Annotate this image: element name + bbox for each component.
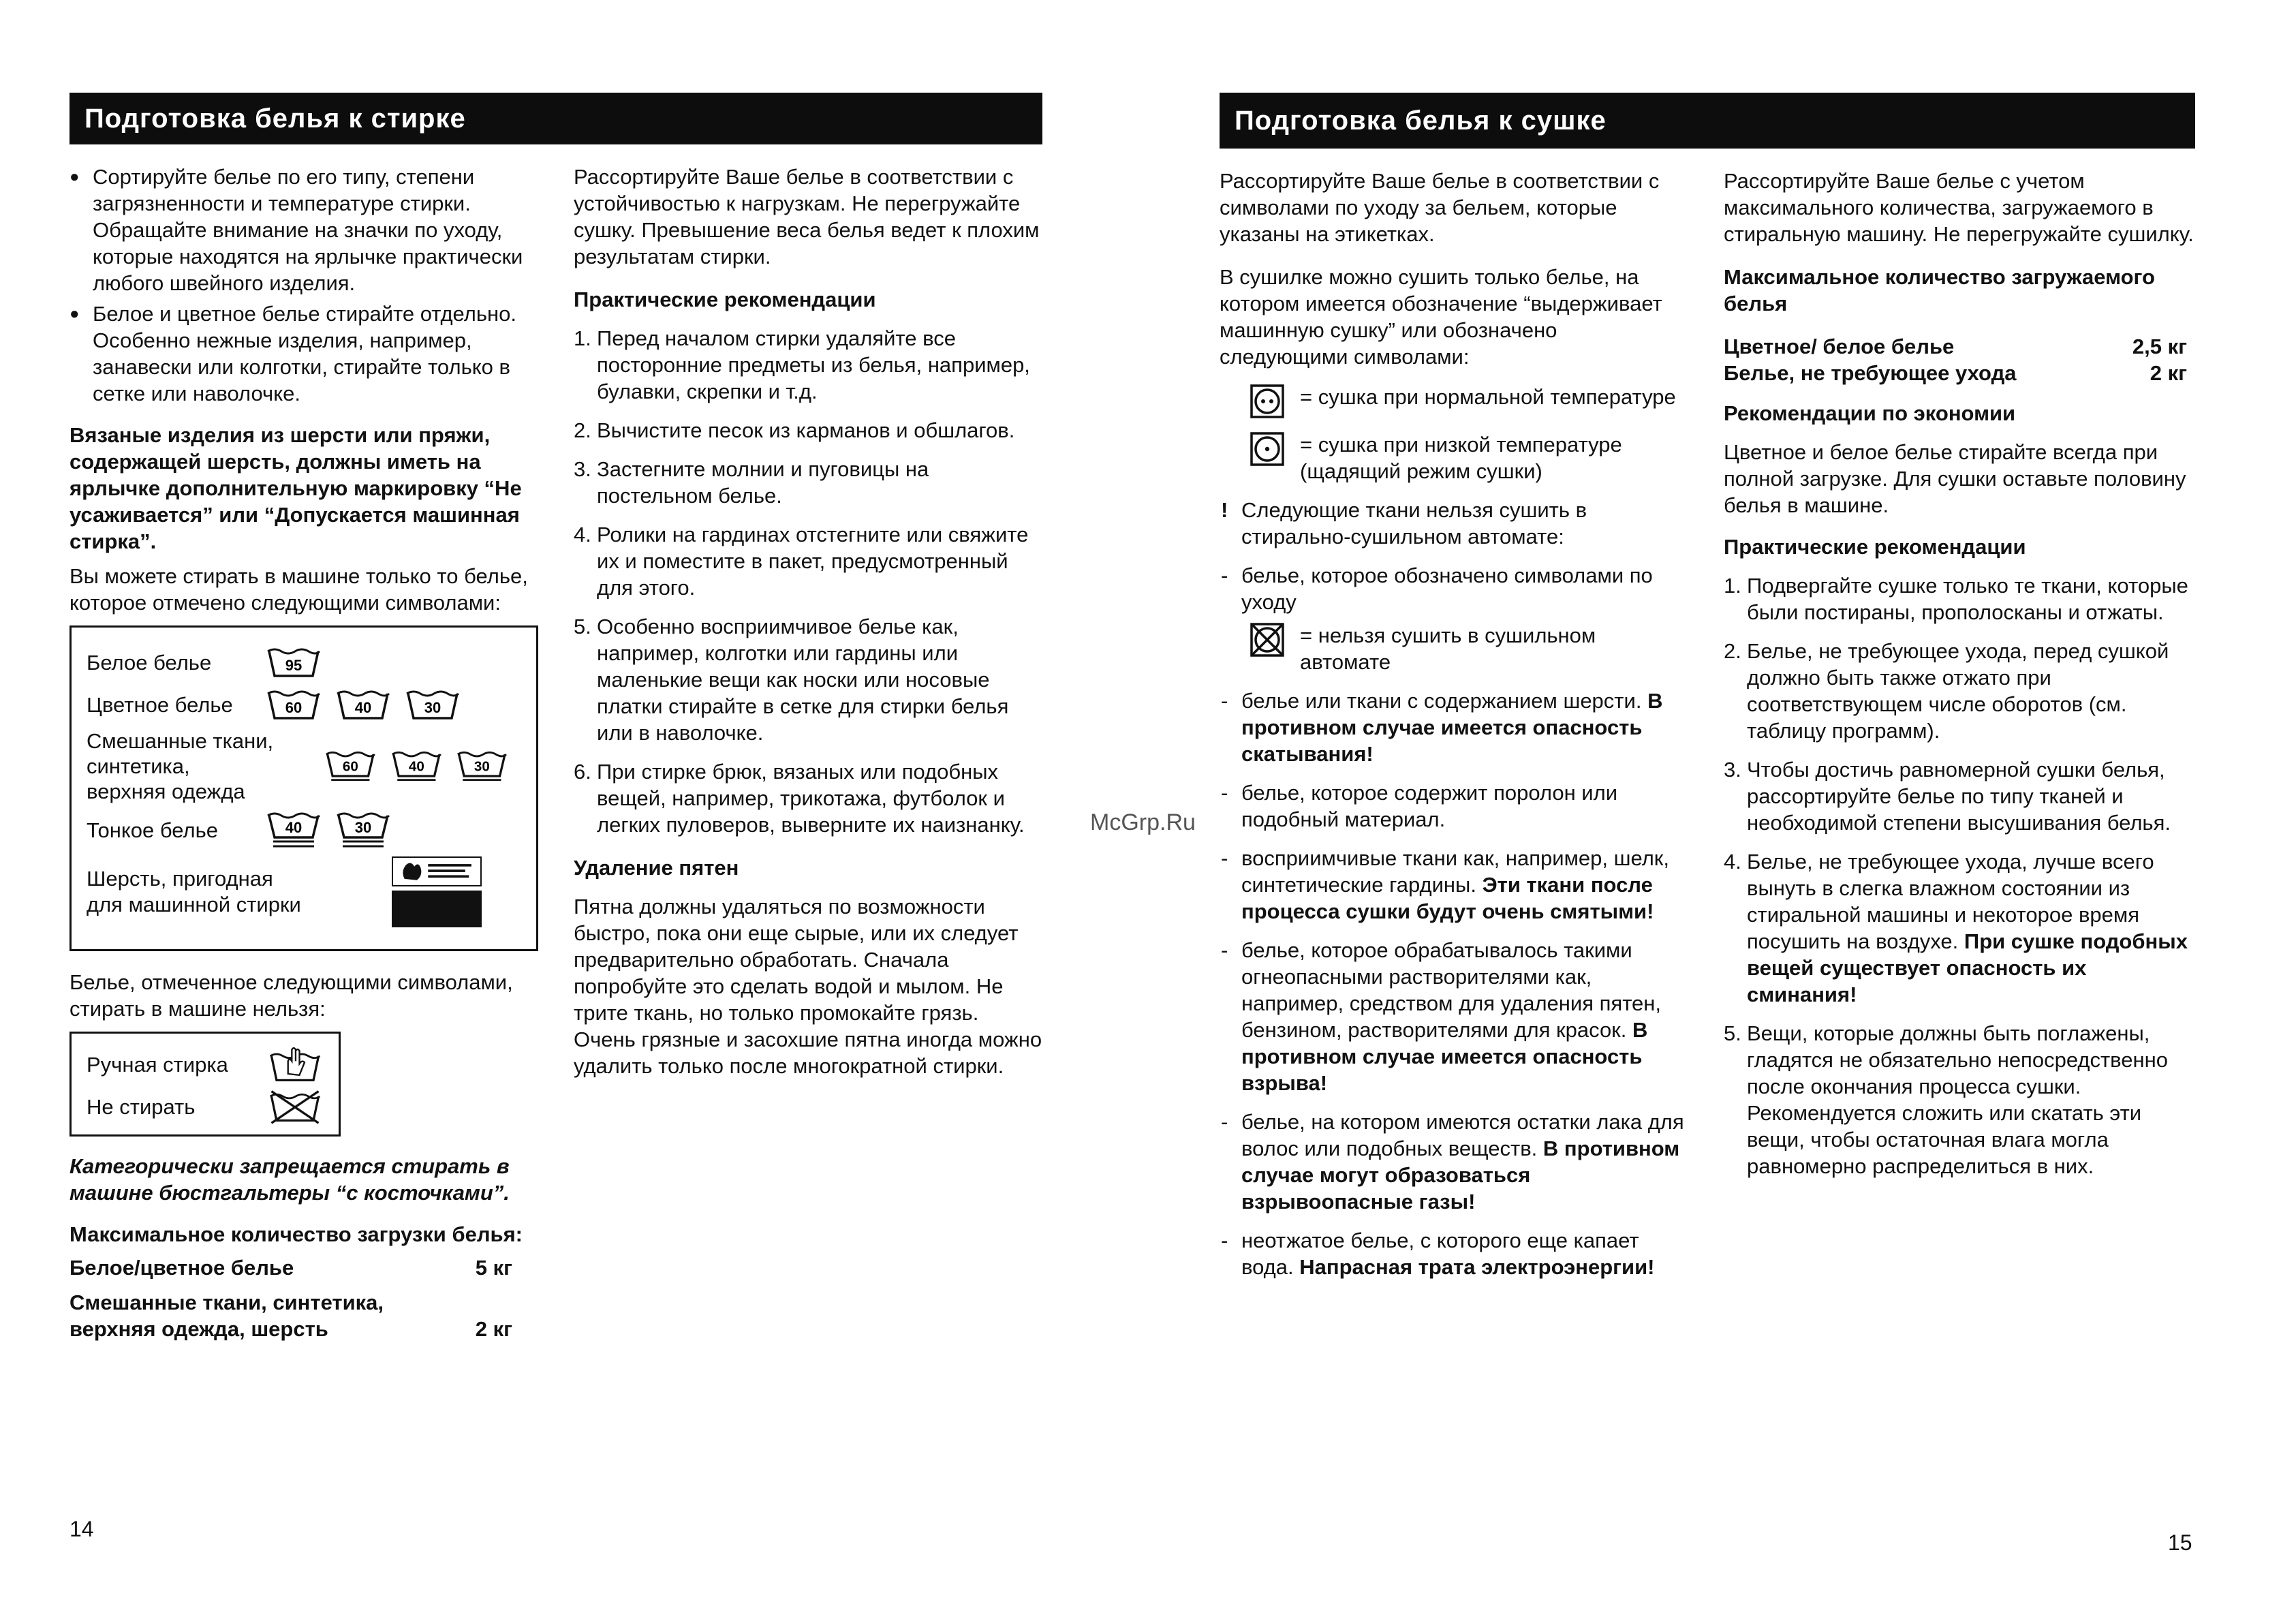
list-item: - белье, которое обрабатывалось такими огнеопасными растворителями как, например, средством для удаления пятен, бензином, растворителями для красок. В противном случае имеется опасность взрыва! [1220, 937, 1690, 1096]
wash-tub-icon [335, 688, 392, 721]
svg-text:30: 30 [354, 819, 372, 836]
row-wool [87, 854, 521, 930]
left-column-2 [574, 164, 1044, 1092]
dryer-intro: В сушилке можно сушить только белье, на котором имеется обозначение “выдерживает машинную сушку” или обозначено следующими символами: [1220, 265, 1662, 369]
tumble-dry-normal-icon [1250, 384, 1285, 419]
symbols-intro: Вы можете стирать в машине только то белье, которое отмечено следующими символами: [69, 564, 528, 615]
dry-warning: ! Следующие ткани нельзя сушить в стирально-сушильном автомате: [1221, 498, 1587, 548]
load-white-row [69, 1254, 512, 1281]
load-white-value: 5 кг [475, 1256, 512, 1280]
practical-heading: Практические рекомендации [574, 288, 876, 311]
wash-tub-icon [265, 646, 322, 679]
sorting-intro: Рассортируйте Ваше белье в соответствии с устойчивостью к нагрузкам. Не перегружайте сушку. Превышение веса белья ведет к плохим результатам стирки. [574, 165, 1040, 268]
bra-warning: Категорически запрещается стирать в машине бюстгальтеры “с косточками”. [69, 1154, 510, 1205]
svg-text:30: 30 [424, 699, 441, 716]
right-page-header: Подготовка белья к сушке [1220, 93, 2195, 149]
dry-load-row-1 [1724, 333, 2187, 360]
label-white: Белое белье [87, 650, 212, 675]
wash-tub-icon [404, 688, 461, 721]
svg-text:40: 40 [285, 819, 302, 836]
dry-load-value-1: 2,5 кг [2132, 335, 2187, 358]
dry-load-label-2: Белье, не требующее ухода [1724, 361, 2017, 385]
label-mixed: Смешанные ткани, синтетика, верхняя одежда [87, 728, 274, 803]
not-machine-intro: Белье, отмеченное следующими символами, стирать в машине нельзя: [69, 970, 513, 1021]
list-item: 3. Чтобы достичь равномерной сушки белья, рассортируйте белье по типу тканей и необходимой степени высушивания белья. [1724, 758, 2171, 835]
svg-text:60: 60 [285, 699, 302, 716]
list-item: 1. Перед началом стирки удаляйте все посторонние предметы из белья, например, булавки, скрепки и т.д. [574, 326, 1030, 403]
load-mixed-label-1: Смешанные ткани, синтетика, [69, 1290, 384, 1314]
list-item: 2. Белье, не требующее ухода, перед сушкой должно быть также отжато при соответствующем числе оборотов (см. таблицу программ). [1724, 639, 2169, 743]
bullet-item: ● Сортируйте белье по его типу, степени загрязненности и температуре стирки. Обращайте внимание на значки по уходу, которые находятся на ярлычке практически любого швейного изделия. [69, 164, 538, 296]
svg-text:30: 30 [474, 758, 491, 775]
label-hand-wash: Ручная стирка [87, 1052, 228, 1077]
dry-normal-text: = сушка при нормальной температуре [1300, 385, 1676, 409]
row-delicate [87, 806, 521, 854]
tumble-dry-low-icon [1250, 431, 1285, 467]
dry-load-row-2 [1724, 360, 2187, 386]
bullet-item: ● Белое и цветное белье стирайте отдельно. Особенно нежные изделия, например, занавески или колготки, стирайте только в сетке или наволочке. [69, 300, 538, 407]
list-item: 3. Застегните молнии и пуговицы на постельном белье. [574, 457, 929, 508]
wash-tub-icon [390, 748, 444, 784]
list-item: 5. Особенно восприимчивое белье как, например, колготки или гардины или маленькие вещи как носки или носовые платки стирайте в сетке для стирки белья или в наволочке. [574, 615, 1009, 745]
dry-load-label-1: Цветное/ белое белье [1724, 335, 1955, 358]
list-item: - белье, которое обозначено символами по уходу [1220, 562, 1690, 615]
left-page-header: Подготовка белья к стирке [69, 93, 1042, 144]
woolmark-logo-icon [392, 856, 482, 927]
list-item: - восприимчивые ткани как, например, шелк, синтетические гардины. Эти ткани после процесса сушки будут очень смятыми! [1220, 845, 1690, 925]
dry-load-value-2: 2 кг [2150, 361, 2187, 385]
stains-text: Пятна должны удаляться по возможности быстро, пока они еще сырые, или их следует предварительно обработать. Сначала попробуйте это сделать водой и мылом. Не трите ткань, но только промокайте грязь. [574, 895, 1019, 1025]
list-item: 6. При стирке брюк, вязаных или подобных вещей, например, трикотажа, футболок и легких пуловеров, выверните их наизнанку. [574, 760, 1025, 837]
label-wool: Шерсть, пригодная для машинной стирки [87, 867, 301, 916]
max-load-heading: Максимальное количество загрузки белья: [69, 1222, 523, 1246]
warning-icon: ! [1221, 498, 1228, 522]
list-item: - неотжатое белье, с которого еще капает вода. Напрасная трата электроэнергии! [1220, 1227, 1690, 1280]
stains-text-2: Очень грязные и засохшие пятна иногда можно удалить только после многократной стирки. [574, 1027, 1042, 1078]
row-no-wash [87, 1085, 324, 1128]
load-mixed-value: 2 кг [475, 1317, 512, 1341]
row-white [87, 641, 521, 683]
wash-tub-icon [265, 688, 322, 721]
no-dry-row [1220, 622, 1690, 675]
no-wash-icon [266, 1087, 324, 1126]
right-column-2 [1724, 168, 2195, 1192]
wash-tub-icon [324, 748, 377, 784]
list-item: 5. Вещи, которые должны быть поглажены, гладятся не обязательно непосредственно после окончания процесса сушки. Рекомендуется сложить или скатать эти вещи, чтобы остаточная влага могла равномерно распределиться в них. [1724, 1021, 2169, 1178]
page-number-right: 15 [2168, 1530, 2192, 1555]
wool-notice: Вязаные изделия из шерсти или пряжи, содержащей шерсть, должны иметь на ярлычке дополнительную маркировку “Не усаживается” или “Допускается машинная стирка”. [69, 423, 522, 553]
wash-tub-icon [335, 810, 392, 850]
row-hand-wash [87, 1043, 324, 1085]
dry-low-text: = сушка при низкой температуре (щадящий режим сушки) [1300, 433, 1622, 483]
economy-heading: Рекомендации по экономии [1724, 401, 2016, 425]
wash-tub-icon [455, 748, 509, 784]
label-colored: Цветное белье [87, 692, 233, 717]
list-item: - белье или ткани с содержанием шерсти. В противном случае имеется опасность скатывания! [1220, 687, 1690, 767]
list-item: - белье, которое содержит поролон или подобный материал. [1220, 779, 1690, 833]
svg-text:60: 60 [342, 758, 358, 775]
watermark: McGrp.Ru [1090, 809, 1196, 835]
no-dry-text: = нельзя сушить в сушильном автомате [1300, 623, 1596, 674]
list-item: - белье, на котором имеются остатки лака для волос или подобных веществ. В противном случае могут образоваться взрывоопасные газы! [1220, 1109, 1690, 1215]
label-no-wash: Не стирать [87, 1094, 196, 1119]
list-item: 1. Подвергайте сушке только те ткани, которые были постираны, прополосканы и отжаты. [1724, 574, 2188, 624]
row-mixed [87, 726, 521, 806]
hand-wash-icon [266, 1043, 324, 1085]
no-tumble-dry-icon [1250, 622, 1285, 658]
max-dry-heading: Максимальное количество загружаемого белья [1724, 265, 2155, 315]
dry-load-intro: Рассортируйте Ваше белье с учетом максимального количества, загружаемого в стиральную машину. Не перегружайте сушилку. [1724, 169, 2194, 246]
list-item: 4. Ролики на гардинах отстегните или свяжите их и поместите в пакет, предусмотренный для этого. [574, 523, 1029, 600]
svg-text:40: 40 [354, 699, 372, 716]
dry-low-row [1220, 431, 1690, 484]
dry-normal-row [1220, 384, 1690, 419]
left-column-1 [69, 164, 538, 1342]
label-delicate: Тонкое белье [87, 818, 218, 842]
page-number-left: 14 [69, 1517, 94, 1541]
list-item: 2. Вычистите песок из карманов и обшлагов. [574, 418, 1015, 442]
right-column-1 [1220, 168, 1690, 1293]
dry-sorting-intro: Рассортируйте Ваше белье в соответствии с символами по уходу за бельем, которые указаны на этикетках. [1220, 169, 1660, 246]
wash-tub-icon [265, 810, 322, 850]
economy-text: Цветное и белое белье стирайте всегда при полной загрузке. Для сушки оставьте половину белья в машине. [1724, 440, 2186, 517]
svg-text:95: 95 [285, 657, 302, 674]
load-mixed-row [69, 1316, 512, 1342]
row-colored [87, 683, 521, 726]
dry-practical-heading: Практические рекомендации [1724, 535, 2026, 559]
allowed-wash-symbols-box [69, 625, 538, 951]
stains-heading: Удаление пятен [574, 856, 739, 880]
svg-text:40: 40 [408, 758, 424, 775]
load-mixed-label-2: верхняя одежда, шерсть [69, 1317, 328, 1341]
list-item: 4. Белье, не требующее ухода, лучше всего вынуть в слегка влажном состоянии из стиральной машины и некоторое время посушить на воздухе. При сушке подобных вещей существует опасность их сминания! [1724, 850, 2188, 1006]
forbidden-wash-symbols-box [69, 1032, 341, 1137]
load-white-label: Белое/цветное белье [69, 1256, 294, 1280]
